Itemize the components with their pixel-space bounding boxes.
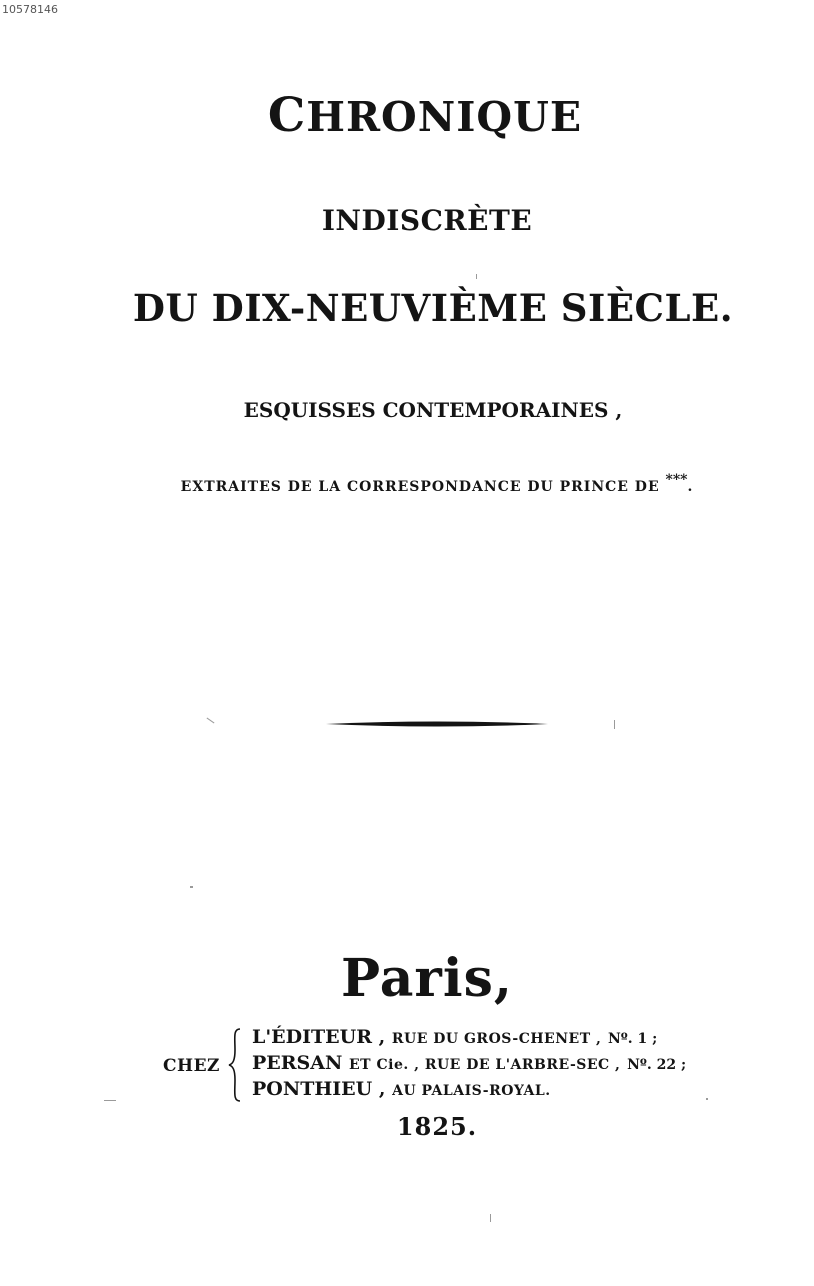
paper-speck [614,720,615,729]
publisher-number-1: Nº. 1 ; [608,1031,658,1047]
publisher-address-2: ET Cie. , RUE DE L'ARBRE-SEC , [349,1057,621,1073]
paper-speck [706,1098,708,1100]
paper-speck [104,1100,116,1101]
publisher-line-3 [252,1078,551,1100]
title-line-siecle: DU DIX-NEUVIÈME SIÈCLE. [132,286,734,330]
publishers-block [163,1026,723,1106]
paper-speck [490,1214,491,1222]
paper-speck [207,718,215,724]
publisher-name-2: PERSAN [252,1052,343,1074]
subtitle-period: . [687,479,694,495]
publisher-address-3: AU PALAIS-ROYAL. [392,1083,551,1099]
brace-icon [227,1028,243,1102]
subtitle-extraites-text: EXTRAITES DE LA CORRESPONDANCE DU PRINCE DE [180,479,660,495]
imprint-city: Paris, [341,948,513,1009]
chez-label: CHEZ [163,1056,220,1076]
publisher-name-3: PONTHIEU , [252,1078,386,1100]
book-title [18,88,814,143]
subtitle-extraites [30,472,814,495]
subtitle-stars: *** [665,472,688,488]
book-title-initial: C [267,88,307,143]
catalog-id: 10578146 [2,3,58,16]
publisher-line-2 [252,1052,686,1074]
paper-speck [190,886,193,888]
decorative-rule [326,720,548,728]
publisher-name-1: L'ÉDITEUR , [252,1026,386,1048]
paper-speck [476,274,477,279]
title-line-indiscrete: INDISCRÈTE [321,204,533,237]
publisher-number-2: Nº. 22 ; [627,1057,687,1073]
book-title-rest: HRONIQUE [306,93,583,141]
publisher-line-1 [252,1026,657,1048]
subtitle-esquisses: ESQUISSES CONTEMPORAINES , [243,398,623,422]
publication-year: 1825. [396,1112,478,1141]
publisher-address-1: RUE DU GROS-CHENET , [391,1031,602,1047]
